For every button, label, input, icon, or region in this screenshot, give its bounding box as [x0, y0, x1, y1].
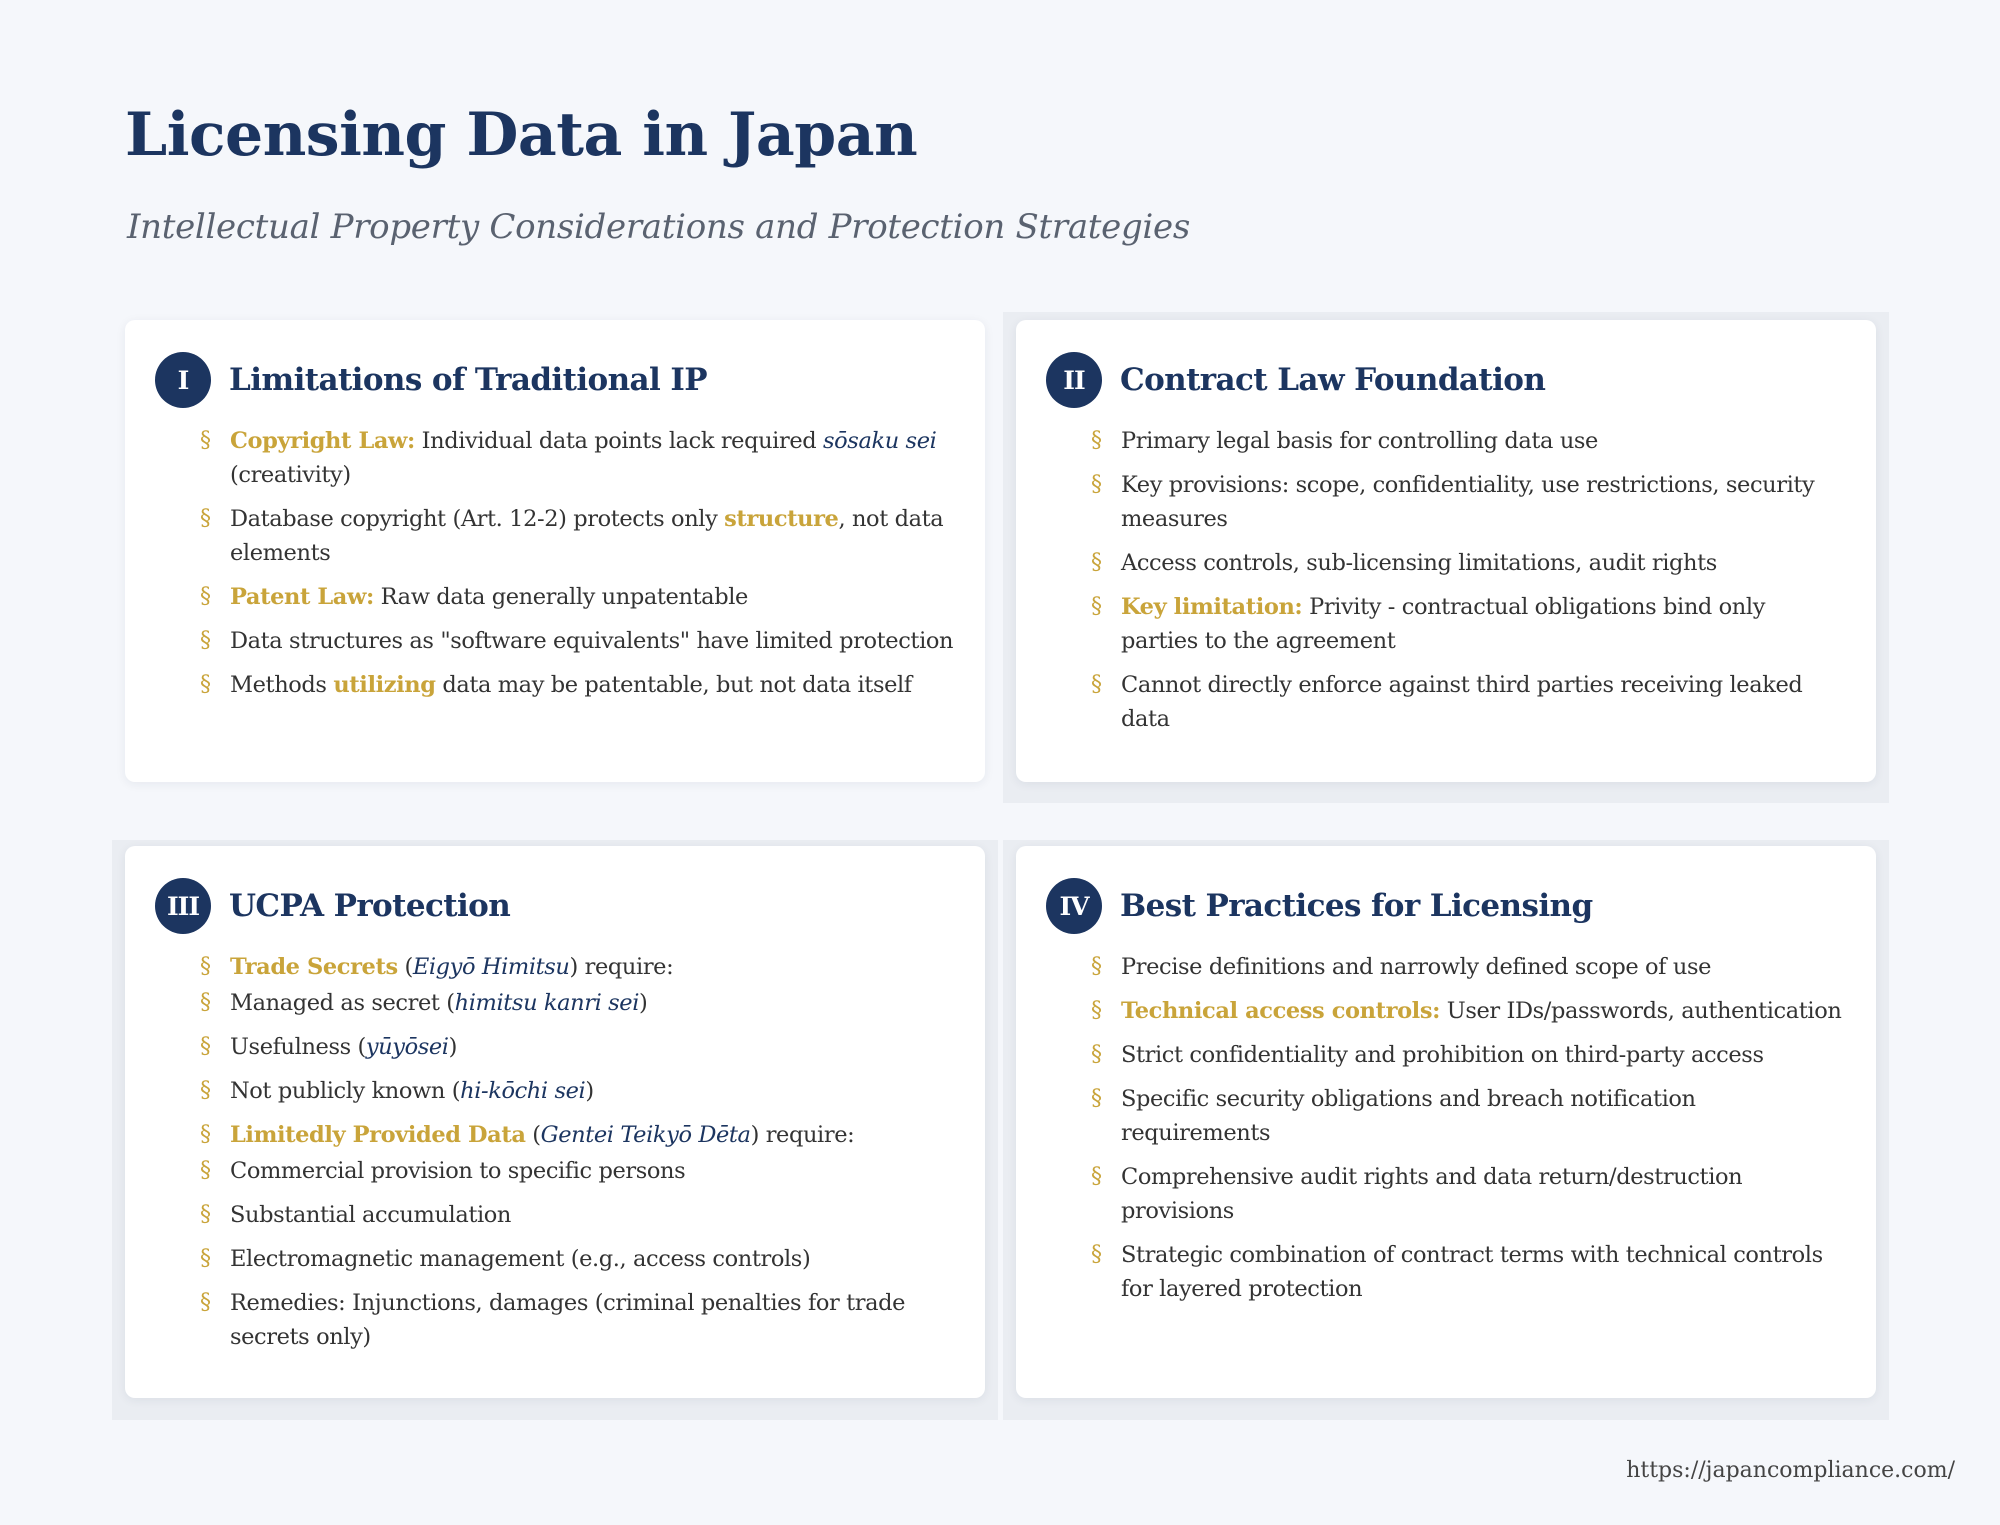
bullet-item: [1091, 424, 1848, 458]
bullet-item: [200, 668, 957, 702]
section-card-limitations: [125, 320, 985, 782]
section-marker-icon: §: [1091, 594, 1102, 619]
page-subtitle: Intellectual Property Considerations and Protection Strategies: [127, 207, 1190, 247]
section-marker-icon: §: [1091, 1042, 1102, 1067]
section-marker-icon: §: [1091, 1086, 1102, 1111]
bullet-item: [200, 950, 957, 984]
bullet-label: Patent Law:: [230, 584, 374, 610]
section-header: [1046, 878, 1593, 934]
section-marker-icon: §: [200, 672, 211, 697]
section-marker-icon: §: [200, 1202, 211, 1227]
section-marker-icon: §: [200, 1078, 211, 1103]
bullet-text: Cannot directly enforce against third parties receiving leaked data: [1121, 672, 1803, 732]
bullet-item: [200, 424, 957, 492]
bullet-text: Substantial accumulation: [230, 1202, 512, 1228]
bullet-text: Electromagnetic management (e.g., access controls): [230, 1246, 811, 1272]
section-marker-icon: §: [1091, 1164, 1102, 1189]
section-marker-icon: §: [1091, 550, 1102, 575]
section-numeral-badge: III: [155, 878, 211, 934]
bullet-text: Precise definitions and narrowly defined scope of use: [1121, 954, 1712, 980]
bullet-item: [200, 1118, 957, 1152]
bullet-item: [200, 1030, 957, 1064]
bullet-item: [200, 1154, 957, 1188]
page-title: Licensing Data in Japan: [125, 100, 918, 170]
section-card-best-practices: [1016, 846, 1876, 1398]
section-title: Limitations of Traditional IP: [229, 362, 707, 398]
section-marker-icon: §: [200, 584, 211, 609]
bullet-text: (: [397, 954, 413, 980]
bullet-item: [1091, 950, 1848, 984]
section-marker-icon: §: [200, 1034, 211, 1059]
section-marker-icon: §: [200, 1122, 211, 1147]
section-marker-icon: §: [200, 628, 211, 653]
bullet-label: Copyright Law:: [230, 428, 415, 454]
bullet-text: (: [525, 1122, 541, 1148]
section-marker-icon: §: [1091, 1242, 1102, 1267]
bullet-text: Comprehensive audit rights and data return/destruction provisions: [1121, 1164, 1743, 1224]
bullet-text: User IDs/passwords, authentication: [1440, 998, 1842, 1024]
bullet-item: [1091, 994, 1848, 1028]
bullet-term: hi-kōchi sei: [460, 1078, 586, 1104]
section-header: [1046, 352, 1545, 408]
bullet-highlight: utilizing: [333, 672, 436, 698]
bullet-item: [200, 624, 957, 658]
section-marker-icon: §: [200, 1158, 211, 1183]
bullet-term: sōsaku sei: [823, 428, 937, 454]
bullet-item: [200, 502, 957, 570]
bullet-text: ) require:: [750, 1122, 855, 1148]
section-marker-icon: §: [200, 506, 211, 531]
section-bullet-list: [200, 950, 957, 1364]
bullet-label: Limitedly Provided Data: [230, 1122, 526, 1148]
bullet-text: data may be patentable, but not data itself: [435, 672, 912, 698]
bullet-text: Specific security obligations and breach notification requirements: [1121, 1086, 1696, 1146]
bullet-item: [1091, 546, 1848, 580]
bullet-item: [200, 986, 957, 1020]
bullet-text: Managed as secret (: [230, 990, 455, 1016]
section-header: [155, 352, 707, 408]
section-numeral-badge: II: [1046, 352, 1102, 408]
bullet-text: Remedies: Injunctions, damages (criminal penalties for trade secrets only): [230, 1290, 906, 1350]
section-marker-icon: §: [200, 1290, 211, 1315]
bullet-text: , not data elements: [230, 506, 944, 566]
section-marker-icon: §: [1091, 472, 1102, 497]
bullet-text: (creativity): [230, 462, 351, 488]
section-marker-icon: §: [200, 428, 211, 453]
bullet-label: Key limitation:: [1121, 594, 1303, 620]
bullet-term: yūyōsei: [365, 1034, 449, 1060]
bullet-text: Raw data generally unpatentable: [373, 584, 748, 610]
bullet-highlight: structure: [724, 506, 839, 532]
section-numeral-badge: I: [155, 352, 211, 408]
bullet-item: [1091, 590, 1848, 658]
bullet-text: Privity - contractual obligations bind only parties to the agreement: [1121, 594, 1766, 654]
bullet-term: Eigyō Himitsu: [412, 954, 570, 980]
section-marker-icon: §: [1091, 954, 1102, 979]
bullet-item: [1091, 468, 1848, 536]
section-bullet-list: [1091, 424, 1848, 746]
bullet-text: Strategic combination of contract terms with technical controls for layered protection: [1121, 1242, 1823, 1302]
bullet-text: ): [585, 1078, 594, 1104]
bullet-item: [1091, 1238, 1848, 1306]
bullet-text: Commercial provision to specific persons: [230, 1158, 686, 1184]
bullet-text: ) require:: [569, 954, 674, 980]
section-numeral-badge: IV: [1046, 878, 1102, 934]
bullet-item: [200, 1074, 957, 1108]
section-card-contract-law: [1016, 320, 1876, 782]
bullet-text: Access controls, sub-licensing limitations, audit rights: [1121, 550, 1717, 576]
bullet-item: [200, 1198, 957, 1232]
bullet-item: [200, 1242, 957, 1276]
section-marker-icon: §: [200, 954, 211, 979]
bullet-text: ): [639, 990, 648, 1016]
section-marker-icon: §: [1091, 998, 1102, 1023]
bullet-text: Individual data points lack required: [414, 428, 824, 454]
bullet-item: [200, 1286, 957, 1354]
section-card-ucpa: [125, 846, 985, 1398]
bullet-label: Trade Secrets: [230, 954, 398, 980]
section-bullet-list: [200, 424, 957, 712]
bullet-item: [1091, 1082, 1848, 1150]
bullet-item: [1091, 1038, 1848, 1072]
bullet-text: Key provisions: scope, confidentiality, use restrictions, security measures: [1121, 472, 1815, 532]
section-title: Best Practices for Licensing: [1120, 888, 1593, 924]
section-header: [155, 878, 510, 934]
bullet-item: [1091, 1160, 1848, 1228]
section-title: Contract Law Foundation: [1120, 362, 1546, 398]
bullet-term: Gentei Teikyō Dēta: [540, 1122, 751, 1148]
section-marker-icon: §: [200, 990, 211, 1015]
footer-url: https://japancompliance.com/: [1626, 1458, 1955, 1483]
section-marker-icon: §: [1091, 672, 1102, 697]
bullet-text: Usefulness (: [230, 1034, 366, 1060]
section-title: UCPA Protection: [229, 888, 511, 924]
bullet-text: ): [448, 1034, 457, 1060]
section-bullet-list: [1091, 950, 1848, 1316]
bullet-label: Technical access controls:: [1121, 998, 1441, 1024]
bullet-term: himitsu kanri sei: [454, 990, 640, 1016]
bullet-item: [1091, 668, 1848, 736]
bullet-text: Data structures as "software equivalents" have limited protection: [230, 628, 954, 654]
bullet-text: Database copyright (Art. 12-2) protects only: [230, 506, 725, 532]
bullet-text: Strict confidentiality and prohibition on third-party access: [1121, 1042, 1764, 1068]
bullet-item: [200, 580, 957, 614]
bullet-text: Methods: [230, 672, 334, 698]
bullet-text: Primary legal basis for controlling data use: [1121, 428, 1598, 454]
section-marker-icon: §: [1091, 428, 1102, 453]
bullet-text: Not publicly known (: [230, 1078, 461, 1104]
section-marker-icon: §: [200, 1246, 211, 1271]
